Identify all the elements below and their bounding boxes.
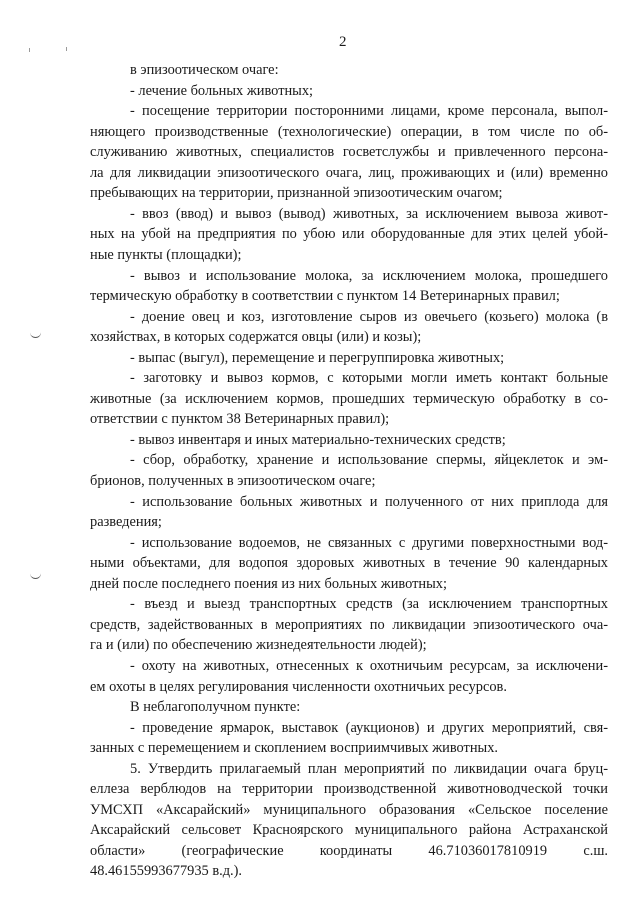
text-line: брионов, полученных в эпизоотическом очаге; [90, 473, 376, 489]
text-line: еллеза верблюдов на территории производственной животноводческой точки [90, 781, 608, 798]
text-line: области» (географические координаты 46.71036017810919 с.ш. [90, 842, 608, 859]
text-line: дней после последнего поения из них больных животных; [90, 575, 447, 592]
text-line: - вывоз и использование молока, за исключением молока, прошедшего [130, 267, 608, 284]
text-line: 48.46155993677935 в.д.). [90, 863, 243, 880]
text-line: няющего производственные (технологические) операции, в том числе по об- [90, 123, 608, 140]
text-line: ем охоты в целях регулирования численности охотничьих ресурсов. [90, 678, 507, 695]
text-line: В неблагополучном пункте: [130, 699, 301, 716]
text-line: УМСХП «Аксарайский» муниципального образования «Сельское поселение [90, 801, 608, 818]
text-line: - лечение больных животных; [130, 82, 314, 99]
text-line: разведения; [90, 514, 162, 531]
text-line: занных с перемещением и скоплением восприимчивых животных. [90, 740, 498, 757]
text-line: средств, задействованных в мероприятиях по ликвидации эпизоотического оча- [90, 616, 608, 633]
text-line: в эпизоотическом очаге: [130, 62, 279, 78]
text-line: Аксарайский сельсовет Красноярского муниципального района Астраханской [90, 822, 608, 839]
page-number: 2 [339, 34, 347, 50]
text-line: животные (за исключением кормов, прошедших термическую обработку в со- [90, 390, 608, 407]
hole-punch-mark [30, 332, 41, 338]
text-line: ные пункты (площадки); [90, 246, 242, 263]
text-line: служиванию животных, специалистов госветслужбы и привлеченного персона- [90, 144, 608, 161]
scan-mark [29, 48, 30, 52]
hole-punch-mark [30, 573, 41, 579]
scan-mark [66, 47, 67, 51]
text-line: пребывающих на территории, признанной эпизоотическим очагом; [90, 185, 503, 202]
text-line: 5. Утвердить прилагаемый план мероприятий по ликвидации очага бруц- [130, 760, 608, 777]
text-line: - посещение территории посторонними лицами, кроме персонала, выпол- [130, 103, 608, 120]
text-line: термическую обработку в соответствии с пунктом 14 Ветеринарных правил; [90, 288, 560, 305]
text-line: - проведение ярмарок, выставок (аукционов) и других мероприятий, свя- [130, 719, 608, 736]
text-line: - охоту на животных, отнесенных к охотничьим ресурсам, за исключени- [130, 657, 608, 674]
text-line: - использование больных животных и полученного от них приплода для [130, 493, 608, 510]
text-line: ных на убой на предприятия по убою или оборудованные для этих целей убой- [90, 226, 608, 243]
text-line: - ввоз (ввод) и вывоз (вывод) животных, за исключением вывоза живот- [130, 205, 608, 222]
text-line: ла для ликвидации эпизоотического очага, лиц, проживающих и (или) временно [90, 164, 608, 181]
text-line: - вывоз инвентаря и иных материально-технических средств; [130, 431, 506, 448]
text-line: - выпас (выгул), перемещение и перегруппировка животных; [130, 349, 505, 366]
text-line: - въезд и выезд транспортных средств (за исключением транспортных [130, 596, 608, 613]
text-line: ными объектами, для водопоя здоровых животных в течение 90 календарных [90, 555, 608, 572]
text-line: хозяйствах, в которых содержатся овцы (или) и козы); [90, 329, 422, 346]
text-line: - доение овец и коз, изготовление сыров из овечьего (козьего) молока (в [130, 308, 608, 325]
text-line: га и (или) по обеспечению жизнедеятельности людей); [90, 637, 427, 654]
text-line: ответствии с пунктом 38 Ветеринарных правил); [90, 411, 390, 428]
text-line: - сбор, обработку, хранение и использование спермы, яйцеклеток и эм- [130, 452, 608, 469]
text-line: - использование водоемов, не связанных с другими поверхностными вод- [130, 534, 608, 551]
text-line: - заготовку и вывоз кормов, с которыми могли иметь контакт больные [130, 370, 608, 387]
